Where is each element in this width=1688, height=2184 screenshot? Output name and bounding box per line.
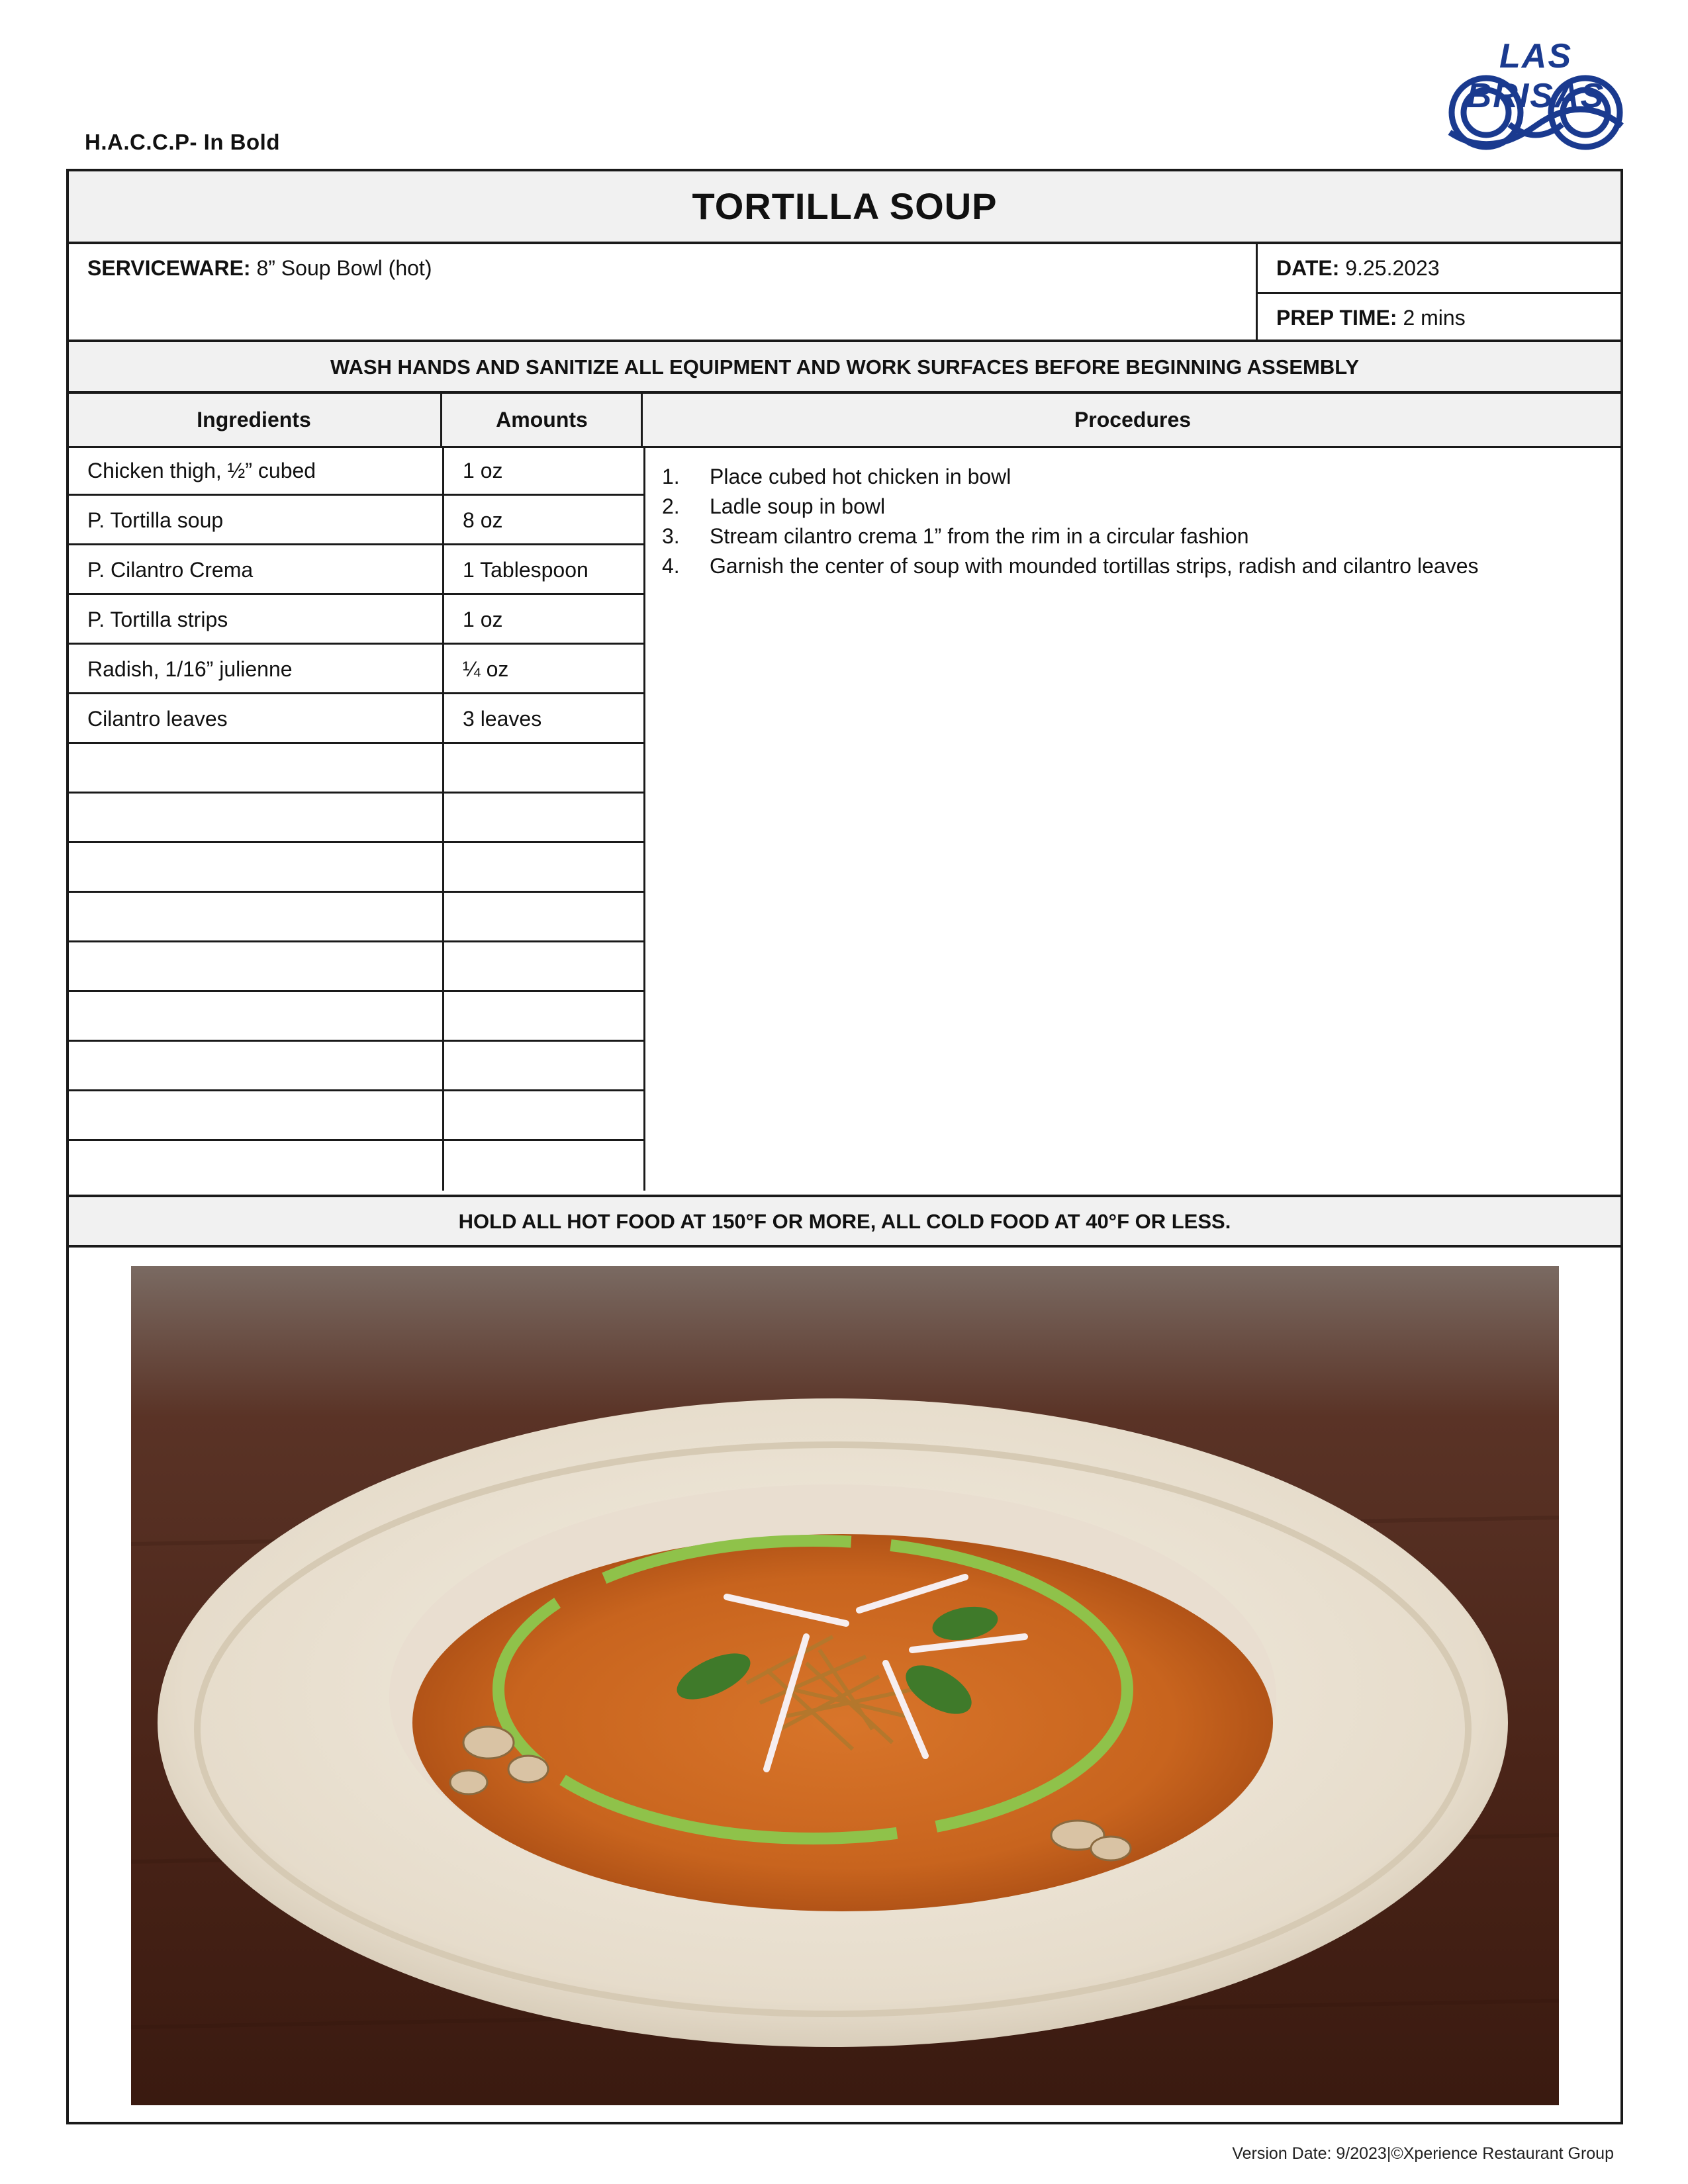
- table-row: [69, 496, 645, 545]
- ingredient-amount: [444, 794, 645, 843]
- ingredient-name: [69, 744, 444, 794]
- haccp-note: H.A.C.C.P- In Bold: [85, 130, 280, 154]
- ingredient-name: Cilantro leaves: [69, 694, 444, 744]
- wave-icon: [1436, 73, 1635, 152]
- list-item: 3. Stream cilantro crema 1” from the rim in a circular fashion: [662, 524, 1249, 548]
- ingredient-name: Chicken thigh, ½” cubed: [69, 446, 444, 496]
- table-row: [69, 1091, 645, 1141]
- ingredient-amount: ¼ oz: [444, 645, 645, 694]
- procedures-header: Procedures: [1074, 408, 1192, 432]
- ingredient-name: Radish, 1/16” julienne: [69, 645, 444, 694]
- prep-time-label: PREP TIME:: [1276, 306, 1397, 330]
- table-row: [69, 942, 645, 992]
- serviceware-cell: [66, 242, 1258, 341]
- table-row: [69, 1042, 645, 1091]
- ingredient-amount: [444, 744, 645, 794]
- ingredient-amount: [444, 1141, 645, 1191]
- procedures-list: [662, 462, 1602, 594]
- recipe-title: TORTILLA SOUP: [692, 185, 998, 227]
- serviceware-label: SERVICEWARE:: [87, 256, 251, 280]
- ingredient-name: P. Tortilla soup: [69, 496, 444, 545]
- table-row: [69, 595, 645, 645]
- ingredient-amount: 1 Tablespoon: [444, 545, 645, 595]
- ingredient-amount: 3 leaves: [444, 694, 645, 744]
- table-row: [69, 843, 645, 893]
- ingredient-amount: 8 oz: [444, 496, 645, 545]
- table-row: [69, 446, 645, 496]
- ingredient-amount: [444, 942, 645, 992]
- ingredient-name: [69, 1141, 444, 1191]
- amounts-header: Amounts: [496, 408, 588, 432]
- ingredient-amount: [444, 992, 645, 1042]
- las-brisas-logo: [1436, 36, 1635, 152]
- table-row: [69, 694, 645, 744]
- list-item: 4. Garnish the center of soup with mounded tortillas strips, radish and cilantro leaves: [662, 554, 1479, 578]
- ingredients-header: Ingredients: [197, 408, 311, 432]
- sanitize-banner: WASH HANDS AND SANITIZE ALL EQUIPMENT AND WORK SURFACES BEFORE BEGINNING ASSEMBLY: [66, 340, 1623, 394]
- table-row: [69, 545, 645, 595]
- date-cell: [1256, 242, 1623, 294]
- ingredient-name: [69, 893, 444, 942]
- table-row: [69, 1141, 645, 1191]
- serviceware-value: 8” Soup Bowl (hot): [250, 256, 432, 280]
- table-row: [69, 794, 645, 843]
- ingredient-name: P. Tortilla strips: [69, 595, 444, 645]
- ingredient-name: P. Cilantro Crema: [69, 545, 444, 595]
- ingredient-amount: [444, 1042, 645, 1091]
- ingredient-amount: [444, 1091, 645, 1141]
- prep-time-cell: [1256, 292, 1623, 341]
- ingredient-name: [69, 992, 444, 1042]
- table-row: [69, 992, 645, 1042]
- ingredient-name: [69, 843, 444, 893]
- prep-time-value: 2 mins: [1397, 306, 1466, 330]
- list-item: 1. Place cubed hot chicken in bowl: [662, 465, 1011, 488]
- ingredient-name: [69, 1042, 444, 1091]
- hold-temperature-banner: HOLD ALL HOT FOOD AT 150°F OR MORE, ALL COLD FOOD AT 40°F OR LESS.: [66, 1195, 1623, 1248]
- ingredient-amount: [444, 843, 645, 893]
- version-footer: Version Date: 9/2023|©Xperience Restaurant Group: [1232, 2144, 1614, 2163]
- date-label: DATE:: [1276, 256, 1340, 280]
- ingredient-amount: 1 oz: [444, 446, 645, 496]
- date-value: 9.25.2023: [1339, 256, 1440, 280]
- soup-photo: [131, 1266, 1559, 2105]
- ingredient-name: [69, 794, 444, 843]
- table-row: [69, 893, 645, 942]
- ingredient-name: [69, 942, 444, 992]
- ingredient-amount: 1 oz: [444, 595, 645, 645]
- ingredient-amount: [444, 893, 645, 942]
- table-row: [69, 744, 645, 794]
- logo-text: LAS BRISAS: [1466, 37, 1605, 115]
- table-row: [69, 645, 645, 694]
- list-item: 2. Ladle soup in bowl: [662, 494, 886, 518]
- ingredient-name: [69, 1091, 444, 1141]
- ingredients-table: [66, 446, 643, 1197]
- soup-surface: [412, 1534, 1273, 1911]
